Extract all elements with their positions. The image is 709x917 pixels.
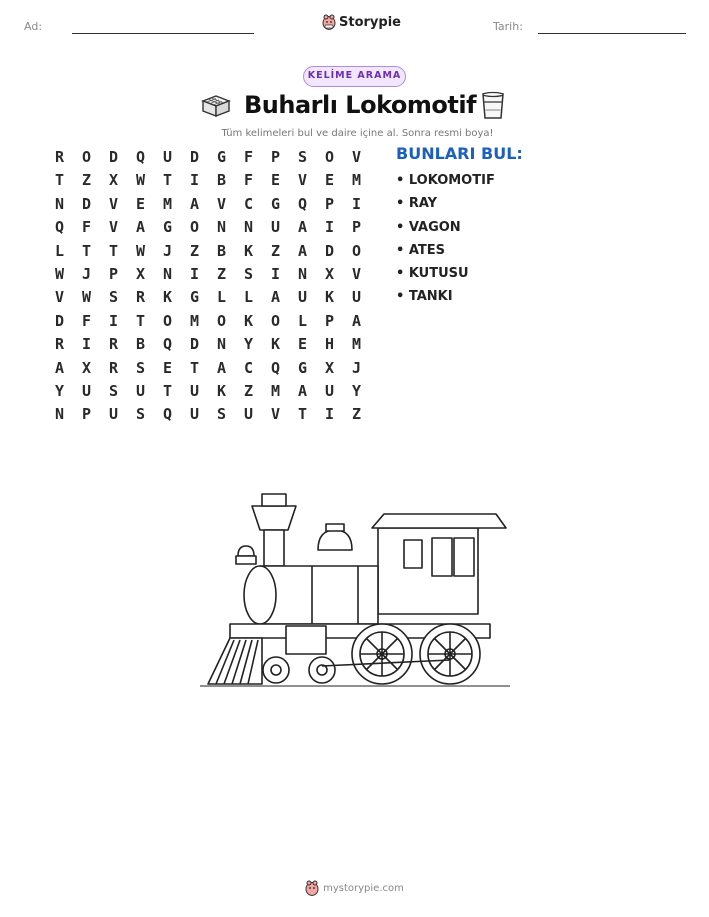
grid-cell[interactable]: S [243, 264, 254, 283]
grid-cell[interactable]: Q [162, 335, 173, 354]
grid-cell[interactable]: F [81, 311, 92, 330]
word-item: • RAY [396, 196, 438, 212]
grid-cell[interactable]: V [216, 194, 227, 213]
grid-cell[interactable]: Y [243, 335, 254, 354]
grid-cell[interactable]: P [324, 194, 335, 213]
grid-cell[interactable]: U [243, 405, 254, 424]
grid-cell[interactable]: O [324, 148, 335, 166]
grid-cell[interactable]: K [243, 241, 254, 260]
name-label: Ad: [24, 20, 43, 33]
grid-cell[interactable]: W [81, 288, 92, 307]
grid-cell[interactable]: R [54, 335, 65, 354]
footer-url[interactable]: mystorypie.com [323, 882, 404, 894]
grid-cell[interactable]: V [108, 194, 119, 213]
grid-cell[interactable]: A [297, 241, 308, 260]
grid-cell[interactable]: N [216, 335, 227, 354]
grid-cell[interactable]: N [216, 218, 227, 237]
grid-cell[interactable]: I [189, 171, 200, 190]
grid-cell[interactable]: K [324, 288, 335, 307]
grid-cell[interactable]: T [162, 381, 173, 400]
grid-cell[interactable]: U [135, 381, 146, 400]
grid-cell[interactable]: E [135, 194, 146, 213]
grid-cell[interactable]: I [351, 194, 362, 213]
grid-cell[interactable]: U [270, 218, 281, 237]
grid-cell[interactable]: D [108, 148, 119, 166]
grid-cell[interactable]: A [297, 381, 308, 400]
grid-cell[interactable]: R [108, 335, 119, 354]
footer [0, 880, 709, 896]
grid-cell[interactable]: B [135, 335, 146, 354]
grid-cell[interactable]: Q [135, 148, 146, 166]
grid-cell[interactable]: O [351, 241, 362, 260]
grid-cell[interactable]: E [162, 358, 173, 377]
grid-cell[interactable]: E [270, 171, 281, 190]
word-item: • ATES [396, 242, 445, 258]
grid-cell[interactable]: V [54, 288, 65, 307]
grid-cell[interactable]: K [270, 335, 281, 354]
grid-cell[interactable]: X [108, 171, 119, 190]
grid-cell[interactable]: O [81, 148, 92, 166]
grid-cell[interactable]: D [324, 241, 335, 260]
grid-cell[interactable]: U [351, 288, 362, 307]
grid-cell[interactable]: T [81, 241, 92, 260]
grid-cell[interactable]: P [324, 311, 335, 330]
grid-cell[interactable]: Y [54, 381, 65, 400]
grid-cell[interactable]: F [243, 171, 254, 190]
grid-cell[interactable]: M [189, 311, 200, 330]
brand-name: Storypie [339, 14, 401, 30]
grid-cell[interactable]: G [297, 358, 308, 377]
grid-cell[interactable]: D [54, 311, 65, 330]
grid-cell[interactable]: A [216, 358, 227, 377]
grid-cell[interactable]: S [216, 405, 227, 424]
grid-cell[interactable]: A [297, 218, 308, 237]
grid-cell[interactable]: L [216, 288, 227, 307]
grid-cell[interactable]: O [189, 218, 200, 237]
grid-cell[interactable]: O [216, 311, 227, 330]
storypie-logo-icon [305, 880, 319, 896]
grid-cell[interactable]: P [81, 405, 92, 424]
grid-cell[interactable]: D [189, 148, 200, 166]
grid-cell[interactable]: I [324, 405, 335, 424]
grid-cell[interactable]: I [81, 335, 92, 354]
grid-cell[interactable]: Q [54, 218, 65, 237]
brand-logo [322, 14, 401, 30]
grid-cell[interactable]: B [216, 171, 227, 190]
word-search-grid[interactable] [46, 146, 370, 427]
storypie-logo-icon [322, 14, 336, 30]
grid-cell[interactable]: X [135, 264, 146, 283]
grid-cell[interactable]: S [135, 405, 146, 424]
grid-cell[interactable]: Q [270, 358, 281, 377]
steam-locomotive-illustration[interactable] [200, 488, 510, 693]
grid-cell[interactable]: A [135, 218, 146, 237]
grid-cell[interactable]: U [162, 148, 173, 166]
grid-cell[interactable]: J [162, 241, 173, 260]
grid-cell[interactable]: R [54, 148, 65, 166]
grid-cell[interactable]: Z [351, 405, 362, 424]
grid-cell[interactable]: X [324, 358, 335, 377]
grid-cell[interactable]: N [243, 218, 254, 237]
grid-cell[interactable]: Z [216, 264, 227, 283]
word-item: • TANKI [396, 289, 453, 305]
grid-cell[interactable]: V [297, 171, 308, 190]
grid-cell[interactable]: E [324, 171, 335, 190]
grid-cell[interactable]: V [108, 218, 119, 237]
grid-cell[interactable]: X [81, 358, 92, 377]
grid-cell[interactable]: I [108, 311, 119, 330]
grid-cell[interactable]: N [162, 264, 173, 283]
grid-cell[interactable]: R [135, 288, 146, 307]
grid-cell[interactable]: G [216, 148, 227, 166]
grid-cell[interactable]: H [324, 335, 335, 354]
grid-cell[interactable]: L [297, 311, 308, 330]
word-list-title: BUNLARI BUL: [396, 144, 523, 163]
grid-cell[interactable]: L [243, 288, 254, 307]
grid-cell[interactable]: K [162, 288, 173, 307]
grid-cell[interactable]: Y [351, 381, 362, 400]
grid-cell[interactable]: A [189, 194, 200, 213]
grid-cell[interactable]: A [351, 311, 362, 330]
grid-cell[interactable]: O [162, 311, 173, 330]
storage-box-icon [200, 94, 232, 118]
grid-cell[interactable]: A [54, 358, 65, 377]
grid-cell[interactable]: N [297, 264, 308, 283]
grid-cell[interactable]: I [189, 264, 200, 283]
grid-cell[interactable]: D [189, 335, 200, 354]
name-line [72, 33, 254, 34]
date-line [538, 33, 686, 34]
grid-cell[interactable]: C [243, 358, 254, 377]
grid-cell[interactable]: I [324, 218, 335, 237]
grid-cell[interactable]: U [81, 381, 92, 400]
instructions: Tüm kelimeleri bul ve daire içine al. Sonra resmi boya! [221, 128, 494, 139]
grid-cell[interactable]: T [54, 171, 65, 190]
grid-cell[interactable]: V [270, 405, 281, 424]
grid-cell[interactable]: A [270, 288, 281, 307]
grid-cell[interactable]: K [216, 381, 227, 400]
grid-cell[interactable]: M [270, 381, 281, 400]
grid-cell[interactable]: Z [189, 241, 200, 260]
grid-cell[interactable]: S [297, 148, 308, 166]
grid-cell[interactable]: U [108, 405, 119, 424]
grid-cell[interactable]: D [81, 194, 92, 213]
page-title: Buharlı Lokomotif [244, 91, 477, 119]
grid-cell[interactable]: U [189, 405, 200, 424]
grid-cell[interactable]: L [54, 241, 65, 260]
grid-cell[interactable]: W [135, 171, 146, 190]
word-item: • VAGON [396, 219, 461, 235]
grid-cell[interactable]: Z [270, 241, 281, 260]
grid-cell[interactable]: P [351, 218, 362, 237]
grid-cell[interactable]: W [135, 241, 146, 260]
grid-cell[interactable]: I [270, 264, 281, 283]
grid-cell[interactable]: N [54, 405, 65, 424]
grid-cell[interactable]: Q [162, 405, 173, 424]
grid-cell[interactable]: V [351, 148, 362, 166]
grid-cell[interactable]: V [351, 264, 362, 283]
word-item: • LOKOMOTIF [396, 173, 495, 188]
grid-cell[interactable]: Z [243, 381, 254, 400]
grid-cell[interactable]: S [108, 381, 119, 400]
grid-cell[interactable]: Z [81, 171, 92, 190]
grid-cell[interactable]: F [81, 218, 92, 237]
grid-cell[interactable]: W [54, 264, 65, 283]
grid-cell[interactable]: R [108, 358, 119, 377]
grid-cell[interactable]: G [189, 288, 200, 307]
grid-cell[interactable]: C [243, 194, 254, 213]
grid-cell[interactable]: M [351, 171, 362, 190]
grid-cell[interactable]: P [108, 264, 119, 283]
grid-cell[interactable]: B [216, 241, 227, 260]
grid-cell[interactable]: J [351, 358, 362, 377]
activity-badge: KELİME ARAMA [303, 66, 406, 87]
grid-cell[interactable]: F [243, 148, 254, 166]
grid-cell[interactable]: T [135, 311, 146, 330]
grid-cell[interactable]: T [189, 358, 200, 377]
grid-cell[interactable]: S [135, 358, 146, 377]
grid-cell[interactable]: X [324, 264, 335, 283]
grid-cell[interactable]: J [81, 264, 92, 283]
title-row [0, 91, 709, 125]
grid-cell[interactable]: T [108, 241, 119, 260]
grid-cell[interactable]: G [162, 218, 173, 237]
grid-cell[interactable]: G [270, 194, 281, 213]
grid-cell[interactable]: T [297, 405, 308, 424]
date-label: Tarih: [493, 20, 523, 33]
grid-cell[interactable]: U [297, 288, 308, 307]
grid-cell[interactable]: M [351, 335, 362, 354]
grid-cell[interactable]: P [270, 148, 281, 166]
grid-cell[interactable]: K [243, 311, 254, 330]
grid-cell[interactable]: N [54, 194, 65, 213]
grid-cell[interactable]: E [297, 335, 308, 354]
grid-cell[interactable]: T [162, 171, 173, 190]
water-glass-icon [480, 91, 506, 121]
grid-cell[interactable]: M [162, 194, 173, 213]
grid-cell[interactable]: U [324, 381, 335, 400]
grid-cell[interactable]: O [270, 311, 281, 330]
word-list [396, 172, 495, 312]
grid-cell[interactable]: Q [297, 194, 308, 213]
grid-cell[interactable]: U [189, 381, 200, 400]
word-item: • KUTUSU [396, 266, 469, 282]
grid-cell[interactable]: S [108, 288, 119, 307]
